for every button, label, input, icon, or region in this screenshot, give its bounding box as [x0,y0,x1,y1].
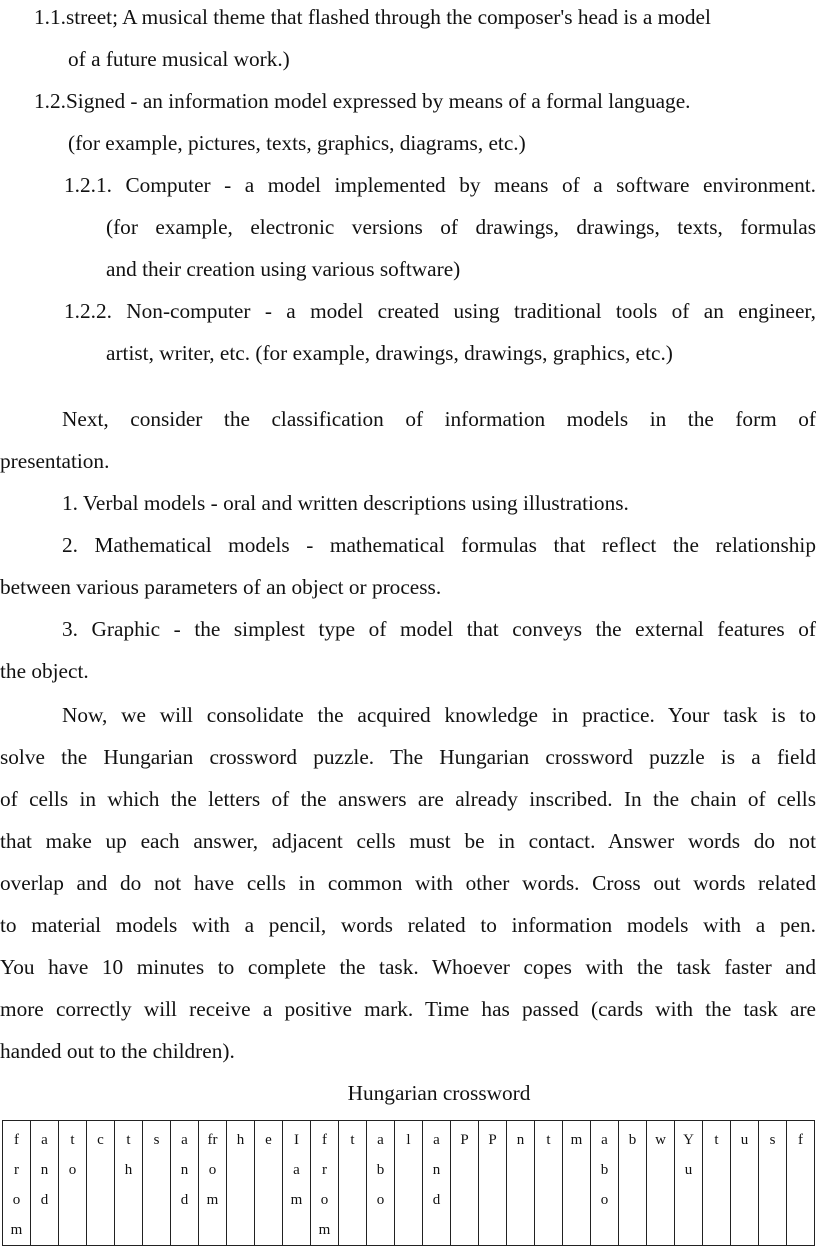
cell-letters [31,1121,58,1215]
cell-letters [507,1121,534,1155]
cell-letter: b [600,1162,609,1178]
cell-letter: r [14,1162,19,1178]
crossword-cell [563,1121,591,1246]
crossword-grid [2,1120,815,1246]
crossword-cell [87,1121,115,1246]
cell-letters [255,1121,282,1155]
paragraph-task: Now, we will consolidate the acquired knowledge in practice. Your task is to [62,703,816,727]
cell-letter: f [322,1132,327,1148]
cell-letter: d [180,1192,189,1208]
cell-letters [171,1121,198,1215]
crossword-cell [311,1121,339,1246]
cell-letter: m [206,1192,219,1208]
cell-letters [619,1121,646,1155]
crossword-cell [507,1121,535,1246]
cell-letter: a [433,1132,440,1148]
text-line: to material models with a pencil, words related to information models with a pen. [0,913,816,937]
text-line: presentation. [0,449,110,473]
text-line: solve the Hungarian crossword puzzle. The Hungarian crossword puzzle is a field [0,745,816,769]
cell-letter: c [97,1132,104,1148]
cell-letter: b [628,1132,637,1148]
text-line: that make up each answer, adjacent cells must be in contact. Answer words do not [0,829,816,853]
cell-letters [563,1121,590,1155]
crossword-cell [759,1121,787,1246]
list-item-1-2-1: 1.2.1. Computer - a model implemented by means of a software environment. [64,173,816,197]
crossword-cell [227,1121,255,1246]
cell-letters [591,1121,618,1215]
cell-letters [395,1121,422,1155]
list-item-1-1: 1.1.street; A musical theme that flashed through the composer's head is a model [34,5,711,29]
cell-letter: m [10,1222,23,1238]
crossword-cell [703,1121,731,1246]
cell-letters [759,1121,786,1155]
cell-letters [199,1121,226,1215]
cell-letters [87,1121,114,1155]
cell-letter: n [516,1132,525,1148]
text-line: between various parameters of an object or process. [0,575,442,599]
cell-letters [451,1121,478,1155]
cell-letter: t [546,1132,551,1148]
cell-letters [3,1121,30,1245]
cell-letter: a [181,1132,188,1148]
cell-letters [787,1121,814,1155]
cell-letter: d [40,1192,49,1208]
cell-letters [339,1121,366,1155]
cell-letters [367,1121,394,1215]
cell-letters [535,1121,562,1155]
list-item-graphic: 3. Graphic - the simplest type of model that conveys the external features of [62,617,816,641]
text-line: of cells in which the letters of the answers are already inscribed. In the chain of cells [0,787,816,811]
cell-letter: a [601,1132,608,1148]
crossword-cell [647,1121,675,1246]
cell-letter: o [600,1192,609,1208]
crossword-cell [675,1121,703,1246]
cell-letter: P [488,1132,497,1148]
crossword-cell [731,1121,759,1246]
paragraph-classification: Next, consider the classification of information models in the form of [62,407,816,431]
crossword-cell [367,1121,395,1246]
cell-letter: n [432,1162,441,1178]
crossword-cell [619,1121,647,1246]
cell-letter: d [432,1192,441,1208]
crossword-cell [255,1121,283,1246]
cell-letters [283,1121,310,1215]
list-item-mathematical: 2. Mathematical models - mathematical formulas that reflect the relationship [62,533,816,557]
crossword-cell [199,1121,227,1246]
cell-letter: t [714,1132,719,1148]
cell-letter: o [68,1162,77,1178]
text-line: (for example, pictures, texts, graphics, diagrams, etc.) [68,131,526,155]
cell-letter: n [180,1162,189,1178]
cell-letters [227,1121,254,1155]
cell-letters [311,1121,338,1245]
cell-letters [647,1121,674,1155]
crossword-cell [171,1121,199,1246]
cell-letter: b [376,1162,385,1178]
cell-letter: o [208,1162,217,1178]
cell-letter: a [293,1162,300,1178]
cell-letters [143,1121,170,1155]
cell-letter: u [740,1132,749,1148]
cell-letter: m [290,1192,303,1208]
text-line: more correctly will receive a positive mark. Time has passed (cards with the task are [0,997,816,1021]
crossword-cell [535,1121,563,1246]
cell-letters [703,1121,730,1155]
text-line: You have 10 minutes to complete the task. Whoever copes with the task faster and [0,955,816,979]
cell-letter: f [14,1132,19,1148]
cell-letter: u [684,1162,693,1178]
cell-letter: o [12,1192,21,1208]
cell-letter: I [294,1132,299,1148]
cell-letter: h [124,1162,133,1178]
crossword-cell [451,1121,479,1246]
cell-letter: h [236,1132,245,1148]
cell-letter: fr [207,1132,218,1148]
crossword-cell [31,1121,59,1246]
crossword-row [3,1121,815,1246]
text-line: (for example, electronic versions of drawings, drawings, texts, formulas [106,215,816,239]
cell-letter: m [318,1222,331,1238]
crossword-cell [395,1121,423,1246]
cell-letter: o [320,1192,329,1208]
list-item-1-2: 1.2.Signed - an information model expressed by means of a formal language. [34,89,691,113]
cell-letters [115,1121,142,1185]
list-item-1-2-2: 1.2.2. Non-computer - a model created using traditional tools of an engineer, [64,299,816,323]
list-item-verbal: 1. Verbal models - oral and written descriptions using illustrations. [62,491,629,515]
cell-letter: e [265,1132,272,1148]
text-line: artist, writer, etc. (for example, drawings, drawings, graphics, etc.) [106,341,673,365]
crossword-cell [479,1121,507,1246]
cell-letter: r [322,1162,327,1178]
cell-letters [59,1121,86,1185]
cell-letter: s [769,1132,776,1148]
crossword-cell [115,1121,143,1246]
cell-letter: a [41,1132,48,1148]
crossword-title: Hungarian crossword [347,1081,531,1105]
cell-letters [675,1121,702,1185]
cell-letter: t [126,1132,131,1148]
crossword-cell [3,1121,31,1246]
cell-letters [423,1121,450,1215]
text-line: overlap and do not have cells in common with other words. Cross out words related [0,871,816,895]
cell-letter: P [460,1132,469,1148]
crossword-cell [787,1121,815,1246]
crossword-cell [283,1121,311,1246]
cell-letter: m [570,1132,583,1148]
text-line: of a future musical work.) [68,47,290,71]
crossword-cell [591,1121,619,1246]
crossword-cell [339,1121,367,1246]
cell-letter: l [406,1132,411,1148]
text-line: the object. [0,659,89,683]
cell-letters [479,1121,506,1155]
cell-letter: n [40,1162,49,1178]
cell-letter: a [377,1132,384,1148]
crossword-cell [143,1121,171,1246]
cell-letter: o [376,1192,385,1208]
crossword-cell [423,1121,451,1246]
text-line: and their creation using various software) [106,257,461,281]
cell-letter: t [70,1132,75,1148]
cell-letter: t [350,1132,355,1148]
cell-letter: s [153,1132,160,1148]
text-line: handed out to the children). [0,1039,235,1063]
cell-letter: f [798,1132,803,1148]
cell-letters [731,1121,758,1155]
crossword-cell [59,1121,87,1246]
cell-letter: Y [683,1132,694,1148]
cell-letter: w [655,1132,666,1148]
